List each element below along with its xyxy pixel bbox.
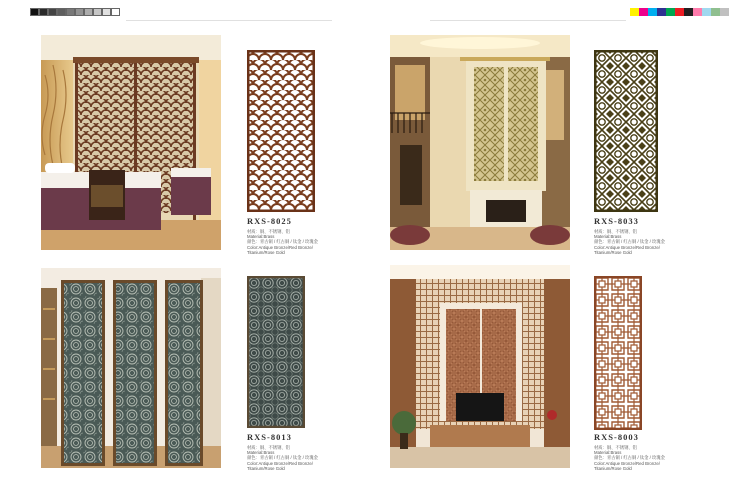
product-caption-rxs-8013: [247, 432, 337, 471]
color-en-2: Titanium/Rose Gold: [247, 466, 285, 472]
color-swatch: [657, 8, 666, 16]
color-cn: 颜色：青古铜 / 红古铜 / 钛金 / 玫瑰金: [594, 239, 665, 245]
product-caption-rxs-8033: [594, 216, 684, 255]
header-rule-left: [126, 20, 332, 21]
material-cn: 材质：铜、不锈钢、铝: [594, 444, 637, 450]
color-en-2: Titanium/Rose Gold: [247, 250, 285, 256]
grayscale-registration-bar: [30, 8, 120, 16]
grayscale-swatch: [75, 8, 84, 16]
room-photo-tv-wall: [390, 265, 570, 468]
product-panel-rxs-8025: [247, 50, 315, 212]
color-cn: 颜色：青古铜 / 红古铜 / 钛金 / 玫瑰金: [247, 239, 318, 245]
color-swatch: [702, 8, 711, 16]
grayscale-swatch: [93, 8, 102, 16]
material-en: Material:Brass: [594, 233, 622, 239]
product-code: RXS-8013: [247, 432, 292, 442]
header-rule-right: [430, 20, 626, 21]
product-caption-rxs-8025: [247, 216, 337, 255]
grayscale-swatch: [102, 8, 111, 16]
material-en: Material:Brass: [594, 449, 622, 455]
grayscale-swatch: [39, 8, 48, 16]
grayscale-swatch: [66, 8, 75, 16]
product-code: RXS-8003: [594, 432, 639, 442]
color-swatch: [675, 8, 684, 16]
color-swatch: [630, 8, 639, 16]
color-en-2: Titanium/Rose Gold: [594, 250, 632, 256]
room-photo-spa-bedroom: [41, 35, 221, 250]
color-en: Color:Antique Bronze/Red Bronze/: [247, 244, 313, 250]
material-en: Material:Brass: [247, 449, 275, 455]
room-photo-grand-hall: [390, 35, 570, 250]
color-registration-bar: [630, 8, 729, 16]
color-swatch: [693, 8, 702, 16]
room-photo-living-screens: [41, 268, 221, 468]
color-en: Color:Antique Bronze/Red Bronze/: [247, 460, 313, 466]
color-swatch: [648, 8, 657, 16]
color-swatch: [711, 8, 720, 16]
grayscale-swatch: [57, 8, 66, 16]
grayscale-swatch: [30, 8, 39, 16]
color-en: Color:Antique Bronze/Red Bronze/: [594, 460, 660, 466]
color-en-2: Titanium/Rose Gold: [594, 466, 632, 472]
color-swatch: [639, 8, 648, 16]
color-cn: 颜色：青古铜 / 红古铜 / 钛金 / 玫瑰金: [247, 455, 318, 461]
material-cn: 材质：铜、不锈钢、铝: [247, 228, 290, 234]
material-cn: 材质：铜、不锈钢、铝: [247, 444, 290, 450]
color-cn: 颜色：青古铜 / 红古铜 / 钛金 / 玫瑰金: [594, 455, 665, 461]
product-panel-rxs-8013: [247, 276, 305, 428]
color-swatch: [720, 8, 729, 16]
material-cn: 材质：铜、不锈钢、铝: [594, 228, 637, 234]
product-panel-rxs-8033: [594, 50, 658, 212]
color-swatch: [684, 8, 693, 16]
color-en: Color:Antique Bronze/Red Bronze/: [594, 244, 660, 250]
material-en: Material:Brass: [247, 233, 275, 239]
product-code: RXS-8025: [247, 216, 292, 226]
product-code: RXS-8033: [594, 216, 639, 226]
grayscale-swatch: [84, 8, 93, 16]
color-swatch: [666, 8, 675, 16]
product-caption-rxs-8003: [594, 432, 684, 471]
grayscale-swatch: [48, 8, 57, 16]
grayscale-swatch: [111, 8, 120, 16]
product-panel-rxs-8003: [594, 276, 642, 430]
